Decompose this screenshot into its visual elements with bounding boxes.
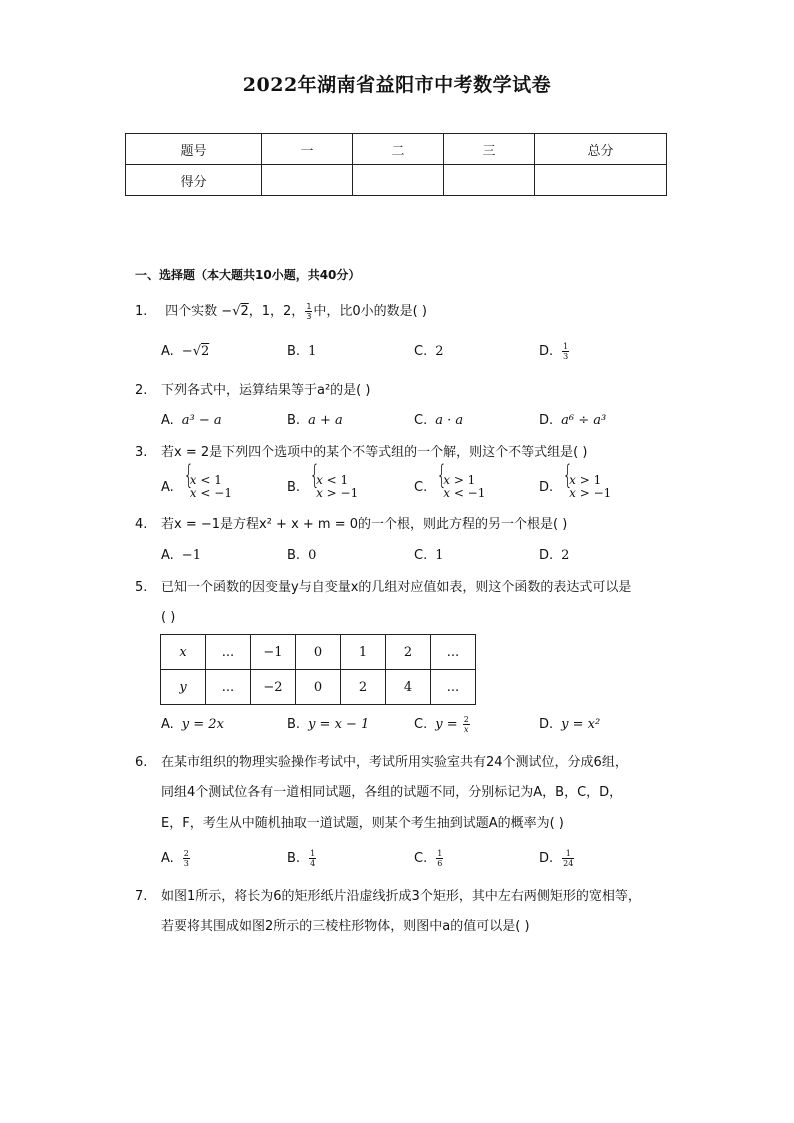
question-text-line: 若要将其围成如图2所示的三棱柱形物体，则图中a的值可以是( ) <box>161 919 530 934</box>
question-text-line: 在某市组织的物理实验操作考试中，考试所用实验室共有24个测试位，分成6组， <box>161 755 628 770</box>
option-label: C. <box>414 717 428 732</box>
fraction: $\frac{1}{6}$ <box>437 849 443 868</box>
option-value: a · a <box>435 413 464 428</box>
question-number: 3. <box>135 445 148 460</box>
question-text: 已知一个函数的因变量y与自变量x的几组对应值如表，则这个函数的表达式可以是 <box>161 580 632 595</box>
option-value: a³ − a <box>181 413 222 428</box>
inequality-system: { x < 1 x > −1 <box>308 474 358 500</box>
option-d[interactable] <box>539 474 611 500</box>
option-d[interactable] <box>539 548 569 563</box>
table-cell: ... <box>431 670 476 705</box>
table-cell: 0 <box>296 635 341 670</box>
option-label: A. <box>161 717 174 732</box>
question-6 <box>135 748 628 778</box>
score-header-cell: 三 <box>444 134 535 165</box>
option-d[interactable] <box>539 342 570 361</box>
function-value-table <box>160 634 476 705</box>
inequality-system: { x > 1 x > −1 <box>561 474 611 500</box>
option-c[interactable] <box>414 548 444 563</box>
table-cell: 4 <box>386 670 431 705</box>
option-value: a⁶ ÷ a³ <box>561 413 607 428</box>
question-text: 若x = −1是方程x² + x + m = 0的一个根，则此方程的另一个根是( ) <box>161 517 568 532</box>
table-cell: ... <box>206 635 251 670</box>
option-d[interactable] <box>539 717 600 732</box>
option-label: C. <box>414 548 428 563</box>
option-a[interactable] <box>161 548 201 563</box>
score-table <box>125 133 667 196</box>
table-row-y <box>161 670 476 705</box>
table-row-x <box>161 635 476 670</box>
table-cell: 2 <box>386 635 431 670</box>
option-a[interactable] <box>161 344 209 359</box>
score-header-row <box>126 134 667 165</box>
score-header-cell: 一 <box>262 134 353 165</box>
question-7 <box>135 882 641 912</box>
option-label: D. <box>539 413 554 428</box>
fraction-one-third: $\frac{1}{3}$ <box>563 342 569 361</box>
option-d[interactable] <box>539 849 575 868</box>
score-header-cell: 题号 <box>126 134 262 165</box>
question-number: 6. <box>135 755 148 770</box>
option-b[interactable] <box>287 344 316 359</box>
question-4 <box>135 510 567 540</box>
question-number: 1. <box>135 304 148 319</box>
option-a[interactable] <box>161 474 232 500</box>
option-value: y = x − 1 <box>308 717 370 732</box>
option-label: C. <box>414 851 428 866</box>
math-neg-sqrt2: −√2 <box>221 304 249 319</box>
table-cell: 2 <box>341 670 386 705</box>
option-c[interactable] <box>414 344 444 359</box>
option-c[interactable] <box>414 849 444 868</box>
option-c[interactable] <box>414 474 485 500</box>
score-cell <box>353 165 444 196</box>
table-cell: 0 <box>296 670 341 705</box>
option-c[interactable] <box>414 715 471 734</box>
option-value: −1 <box>181 548 201 563</box>
option-label: D. <box>539 851 554 866</box>
option-label: D. <box>539 344 554 359</box>
question-1 <box>135 297 427 327</box>
table-cell: ... <box>431 635 476 670</box>
fraction-two-over-x: $\frac{2}{x}$ <box>463 715 469 734</box>
cell-value: y <box>179 679 187 695</box>
option-label: D. <box>539 479 554 495</box>
option-label: B. <box>287 344 301 359</box>
fraction: $\frac{1}{24}$ <box>563 849 574 868</box>
option-label: B. <box>287 413 301 428</box>
option-a[interactable] <box>161 849 191 868</box>
question-2 <box>135 376 370 406</box>
option-c[interactable] <box>414 413 463 428</box>
option-label: A. <box>161 851 174 866</box>
question-text: 若x = 2是下列四个选项中的某个不等式组的一个解，则这个不等式组是( ) <box>161 445 588 460</box>
score-row <box>126 165 667 196</box>
question-text: 下列各式中，运算结果等于a²的是( ) <box>161 383 371 398</box>
option-b[interactable] <box>287 717 369 732</box>
score-header-cell: 总分 <box>535 134 667 165</box>
table-cell: −1 <box>251 635 296 670</box>
option-label: D. <box>539 717 554 732</box>
question-text-mid: ，1，2， <box>248 304 305 319</box>
cell-value: x <box>179 644 187 660</box>
option-label: B. <box>287 717 301 732</box>
option-label: C. <box>414 479 428 495</box>
fraction: $\frac{1}{4}$ <box>310 849 316 868</box>
option-label: A. <box>161 548 174 563</box>
option-b[interactable] <box>287 548 316 563</box>
option-value: 1 <box>435 548 444 563</box>
option-label: B. <box>287 548 301 563</box>
question-text-continued: ( ) <box>161 610 176 625</box>
table-cell: 1 <box>341 635 386 670</box>
table-cell <box>161 635 206 670</box>
table-cell: ... <box>206 670 251 705</box>
option-label: D. <box>539 548 554 563</box>
score-cell <box>535 165 667 196</box>
option-b[interactable] <box>287 474 358 500</box>
question-text-line: 如图1所示，将长为6的矩形纸片沿虚线折成3个矩形，其中左右两侧矩形的宽相等， <box>161 889 641 904</box>
inequality-system: { x > 1 x < −1 <box>435 474 485 500</box>
table-cell <box>161 670 206 705</box>
option-value: 1 <box>308 344 317 359</box>
question-text-line: E，F，考生从中随机抽取一道试题，则某个考生抽到试题A的概率为( ) <box>161 816 564 831</box>
question-3 <box>135 438 587 468</box>
option-b[interactable] <box>287 849 317 868</box>
option-value: y = 2x <box>181 717 224 732</box>
option-label: A. <box>161 413 174 428</box>
option-value: −√2 <box>181 344 210 359</box>
option-label: C. <box>414 344 428 359</box>
option-a[interactable] <box>161 717 224 732</box>
option-b[interactable] <box>287 413 343 428</box>
table-cell: −2 <box>251 670 296 705</box>
option-label: B. <box>287 479 301 495</box>
option-label: B. <box>287 851 301 866</box>
score-cell <box>444 165 535 196</box>
option-a[interactable] <box>161 413 222 428</box>
question-text-line: 同组4个测试位各有一道相同试题，各组的试题不同，分别标记为A，B，C，D， <box>161 785 623 800</box>
section-heading: 一、选择题（本大题共10小题，共40分） <box>135 268 361 282</box>
fraction-one-third: $\frac{1}{3}$ <box>306 302 312 321</box>
option-d[interactable] <box>539 413 606 428</box>
option-value: 2 <box>435 344 444 359</box>
question-text-post: 中，比0小的数是( ) <box>313 304 427 319</box>
score-header-cell: 二 <box>353 134 444 165</box>
inequality-system: { x < 1 x < −1 <box>182 474 232 500</box>
option-label: C. <box>414 413 428 428</box>
page-title: 2022年湖南省益阳市中考数学试卷 <box>242 74 552 96</box>
question-number: 5. <box>135 580 148 595</box>
question-5 <box>135 573 631 603</box>
question-text-pre: 四个实数 <box>165 304 218 319</box>
option-value: 2 <box>561 548 570 563</box>
option-value: y = <box>435 717 462 732</box>
option-value: a + a <box>308 413 343 428</box>
option-value: y = x² <box>561 717 601 732</box>
score-row-label: 得分 <box>126 165 262 196</box>
score-cell <box>262 165 353 196</box>
option-label: A. <box>161 479 174 495</box>
option-value: 0 <box>308 548 317 563</box>
question-number: 7. <box>135 889 148 904</box>
option-label: A. <box>161 344 174 359</box>
question-number: 2. <box>135 383 148 398</box>
fraction: $\frac{2}{3}$ <box>183 849 189 868</box>
question-number: 4. <box>135 517 148 532</box>
